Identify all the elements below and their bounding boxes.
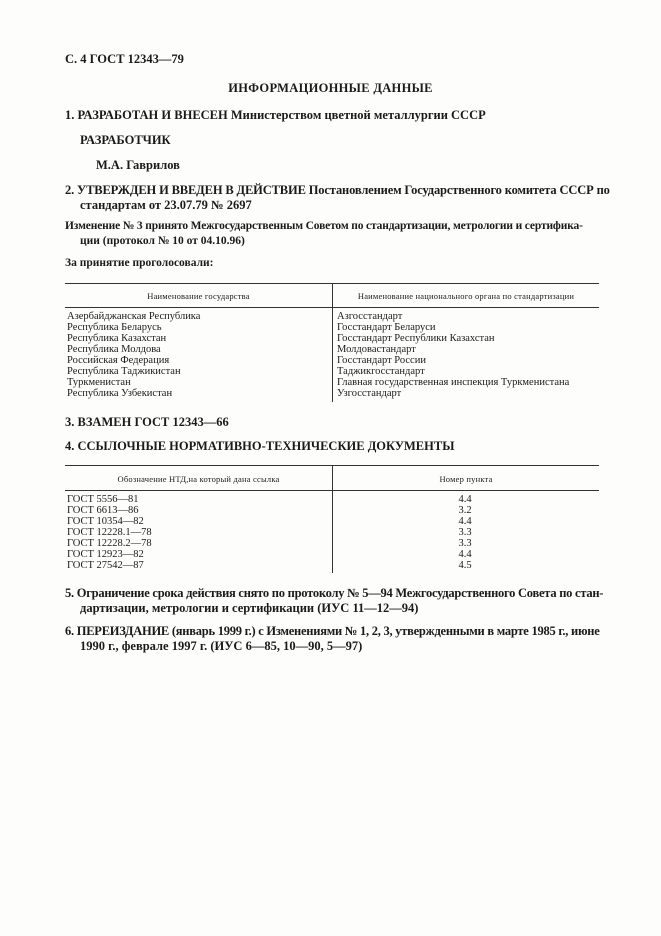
table-cell: Республика Беларусь [67, 322, 162, 333]
table-cell: 4.4 [458, 516, 472, 527]
table-cell: 4.5 [458, 560, 472, 571]
table-cell: Госстандарт России [337, 355, 426, 366]
table-cell: Азербайджанская Республика [67, 311, 201, 322]
item-6-reissue-cont: 1990 г., феврале 1997 г. (ИУС 6—85, 10—90, 5—97) [80, 639, 363, 653]
table-cell: ГОСТ 12923—82 [67, 549, 144, 560]
table-cell: Республика Казахстан [67, 333, 167, 344]
table-header-state: Наименование государства [147, 291, 250, 301]
item-2-approved-cont: стандартам от 23.07.79 № 2697 [80, 198, 252, 212]
table-cell: ГОСТ 6613—86 [67, 505, 139, 516]
table-cell: Госстандарт Республики Казахстан [337, 333, 495, 344]
item-4-references: 4. ССЫЛОЧНЫЕ НОРМАТИВНО-ТЕХНИЧЕСКИЕ ДОКУМЕНТЫ [65, 439, 455, 453]
item-2-approved: 2. УТВЕРЖДЕН И ВВЕДЕН В ДЕЙСТВИЕ Постановлением Государственного комитета СССР по [65, 183, 610, 197]
table-cell: Госстандарт Беларуси [337, 322, 436, 333]
table-cell: Туркменистан [67, 377, 131, 388]
table-cell: Республика Таджикистан [67, 366, 181, 377]
developer-heading: РАЗРАБОТЧИК [80, 133, 171, 147]
table-cell: 3.3 [458, 538, 472, 549]
table-cell: Республика Узбекистан [67, 388, 173, 399]
table-cell: Таджикгосстандарт [337, 366, 425, 377]
table-cell: 4.4 [458, 494, 472, 505]
table-cell: ГОСТ 10354—82 [67, 516, 144, 527]
table-cell: ГОСТ 12228.2—78 [67, 538, 152, 549]
table-cell: ГОСТ 5556—81 [67, 494, 139, 505]
table-cell: ГОСТ 12228.1—78 [67, 527, 152, 538]
item-5-validity-cont: дартизации, метрологии и сертификации (ИУС 11—12—94) [80, 601, 419, 615]
table-cell: Республика Молдова [67, 344, 161, 355]
table-cell: 4.4 [458, 549, 472, 560]
item-5-validity: 5. Ограничение срока действия снято по протоколу № 5—94 Межгосударственного Совета по стан- [65, 586, 604, 600]
item-1-developed: 1. РАЗРАБОТАН И ВНЕСЕН Министерством цветной металлургии СССР [65, 108, 486, 122]
page-title: ИНФОРМАЦИОННЫЕ ДАННЫЕ [228, 81, 433, 95]
table-cell: ГОСТ 27542—87 [67, 560, 144, 571]
table-cell: Узгосстандарт [337, 388, 402, 399]
table-cell: Российская Федерация [67, 355, 170, 366]
table-header-document: Обозначение НТД,на который дана ссылка [117, 474, 280, 484]
amendment-line-2: ции (протокол № 10 от 04.10.96) [80, 235, 245, 247]
item-6-reissue: 6. ПЕРЕИЗДАНИЕ (январь 1999 г.) с Изменениями № 1, 2, 3, утвержденными в марте 1985 г., июне [65, 624, 600, 638]
amendment-line-1: Изменение № 3 принято Межгосударственным Советом по стандартизации, метрологии и сертифика- [65, 220, 583, 232]
item-3-replaces: 3. ВЗАМЕН ГОСТ 12343—66 [65, 415, 229, 429]
page-header: С. 4 ГОСТ 12343—79 [65, 52, 184, 66]
voted-heading: За принятие проголосовали: [65, 257, 214, 269]
table-header-body: Наименование национального органа по стандартизации [357, 291, 575, 301]
developer-name: М.А. Гаврилов [96, 158, 180, 172]
table-cell: Азгосстандарт [337, 311, 403, 322]
table-header-clause: Номер пункта [439, 474, 493, 484]
table-cell: 3.3 [458, 527, 472, 538]
table-cell: Молдовастандарт [337, 344, 416, 355]
table-cell: 3.2 [458, 505, 472, 516]
table-cell: Главная государственная инспекция Туркменистана [337, 377, 570, 388]
